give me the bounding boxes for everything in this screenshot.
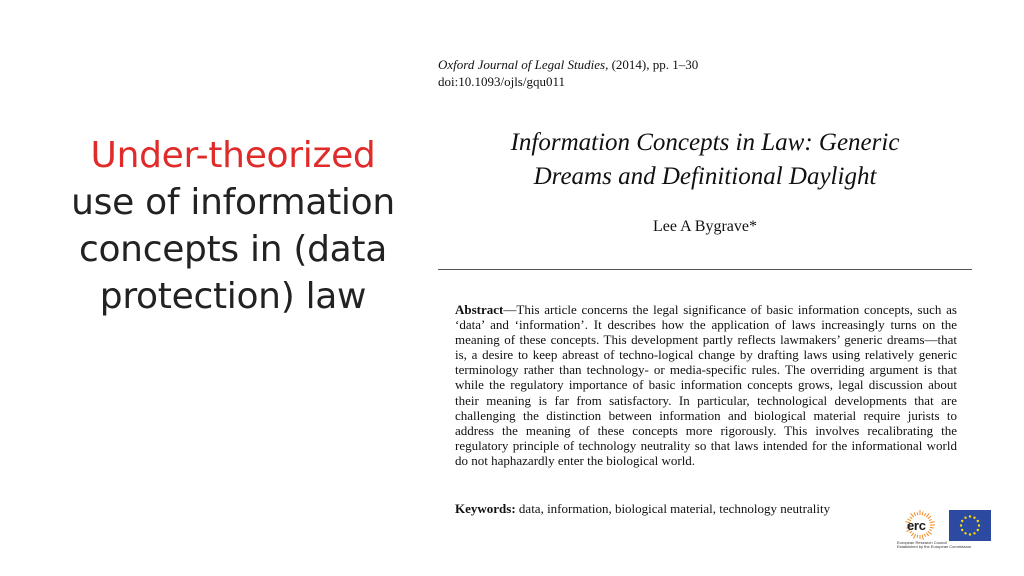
keywords-label: Keywords: bbox=[455, 501, 516, 516]
erc-caption-line: European Research Council bbox=[897, 540, 948, 545]
eu-star bbox=[973, 517, 975, 519]
eu-star bbox=[969, 533, 971, 535]
eu-star bbox=[964, 532, 966, 534]
doi: doi:10.1093/ojls/gqu011 bbox=[438, 74, 565, 89]
erc-ray bbox=[913, 534, 915, 539]
erc-ray bbox=[928, 531, 932, 534]
journal-name: Oxford Journal of Legal Studies bbox=[438, 57, 606, 72]
erc-ray bbox=[926, 513, 929, 517]
eu-star bbox=[961, 529, 963, 531]
erc-ray bbox=[922, 535, 923, 540]
eu-star bbox=[969, 515, 971, 517]
paper-title-line: Information Concepts in Law: Generic bbox=[510, 129, 900, 156]
eu-star bbox=[977, 520, 979, 522]
eu-star bbox=[961, 520, 963, 522]
eu-flag-icon bbox=[949, 510, 991, 541]
keywords-text: data, information, biological material, technology neutrality bbox=[515, 501, 831, 516]
keywords bbox=[455, 501, 957, 517]
erc-ray bbox=[924, 513, 925, 516]
abstract-text: —This article concerns the legal significance of basic information concepts, such as ‘data’ and ‘information’. It describes how the application of laws increasingly turns on the meaning of these concepts. This development partly reflects lawmakers’ generic dreams—that is, a desire to keep abreast of techno-logical change by drafting laws using relatively generic terminology rather than technology- or media-specific rules. The overriding argument is that while the regulatory importance of basic information concepts grows, legal discussion about their meaning is far from satisfactory. In particular, technological developments that are challenging the distinction between information and biological material require jurists to address the meaning of these concepts more rigorously. This involves recalibrating the regulatory principle of technology neutrality so that laws intended for the informational world do not haphazardly enter the biological world. bbox=[455, 302, 957, 468]
erc-logo-caption bbox=[897, 540, 972, 549]
erc-logo bbox=[893, 508, 972, 550]
erc-ray bbox=[929, 529, 932, 530]
divider bbox=[438, 269, 972, 270]
erc-ray bbox=[924, 534, 925, 537]
slide-title-line: protection) law bbox=[99, 276, 367, 317]
eu-star bbox=[964, 517, 966, 519]
eu-star bbox=[977, 529, 979, 531]
erc-ray bbox=[917, 535, 918, 538]
paper-title-line: Dreams and Definitional Daylight bbox=[533, 163, 877, 190]
author: Lee A Bygrave* bbox=[653, 218, 757, 235]
erc-ray bbox=[929, 519, 932, 520]
paper-title bbox=[438, 126, 972, 194]
journal-citation bbox=[438, 56, 698, 73]
eu-star bbox=[978, 524, 980, 526]
erc-ray bbox=[911, 513, 914, 517]
erc-logo-text: erc bbox=[907, 518, 926, 533]
erc-ray bbox=[930, 527, 934, 528]
erc-ray bbox=[914, 512, 916, 516]
eu-star bbox=[960, 524, 962, 526]
erc-ray bbox=[911, 533, 913, 536]
slide-title-line: concepts in (data bbox=[78, 229, 388, 270]
journal-details: , (2014), pp. 1–30 bbox=[605, 57, 699, 72]
erc-caption-line: Established by the European Commission bbox=[897, 544, 972, 549]
erc-ray bbox=[917, 512, 918, 515]
erc-ray bbox=[928, 516, 931, 518]
abstract-label: Abstract bbox=[455, 302, 504, 317]
eu-star bbox=[973, 532, 975, 534]
abstract bbox=[455, 302, 957, 468]
erc-ray bbox=[930, 522, 935, 523]
slide-title-accent: Under-theorized bbox=[90, 135, 376, 176]
slide-title-line: use of information bbox=[71, 182, 395, 223]
erc-ray bbox=[926, 533, 928, 536]
slide-title bbox=[58, 132, 408, 320]
erc-ray bbox=[922, 511, 923, 515]
